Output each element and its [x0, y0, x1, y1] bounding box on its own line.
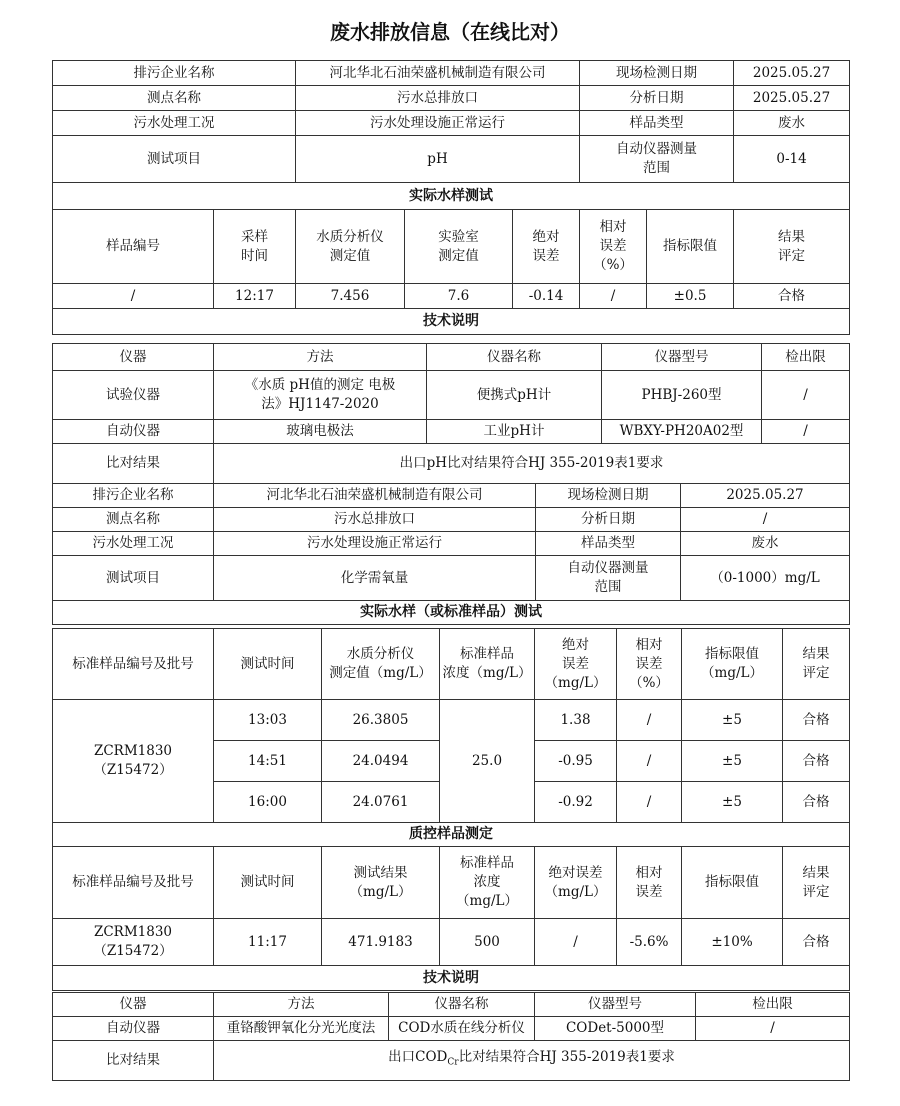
- analysis-date-label: 分析日期: [536, 508, 681, 532]
- cell-rel-error: /: [580, 284, 647, 309]
- table-row: [53, 420, 850, 444]
- cell-abs-error: 1.38: [535, 700, 617, 741]
- company-name: 河北华北石油荣盛机械制造有限公司: [214, 484, 536, 508]
- cell-test-time: 13:03: [214, 700, 322, 741]
- range-value: 0-14: [734, 136, 850, 183]
- table-row: [53, 371, 850, 420]
- qc-cell-abs-error: /: [535, 919, 617, 966]
- tech-col-method: 方法: [214, 993, 389, 1017]
- table-row: [53, 284, 850, 309]
- table-row: [53, 919, 850, 966]
- col-result: 结果 评定: [734, 210, 850, 284]
- sample-type: 废水: [734, 111, 850, 136]
- col-analyzer-value: 水质分析仪 测定值（mg/L）: [322, 629, 440, 700]
- col-test-time: 测试时间: [214, 629, 322, 700]
- qc-header: 质控样品测定: [53, 823, 850, 847]
- qc-col-rel-error: 相对 误差: [617, 847, 682, 919]
- tech-cell-model: CODet-5000型: [535, 1017, 696, 1041]
- cell-test-time: 14:51: [214, 741, 322, 782]
- result-text: [214, 1041, 850, 1081]
- table-row: [53, 1017, 850, 1041]
- result-text-post: 比对结果符合HJ 355-2019表1要求: [458, 1049, 675, 1066]
- cell-analyzer-value: 26.3805: [322, 700, 440, 741]
- point-name: 污水总排放口: [214, 508, 536, 532]
- condition-value: 污水处理设施正常运行: [214, 532, 536, 556]
- tech-cell-detection-limit: /: [696, 1017, 850, 1041]
- analysis-date: 2025.05.27: [734, 86, 850, 111]
- cell-result: 合格: [783, 700, 850, 741]
- qc-col-abs-error: 绝对误差 （mg/L）: [535, 847, 617, 919]
- document-title: 废水排放信息（在线比对）: [330, 20, 570, 44]
- qc-col-result: 结果 评定: [783, 847, 850, 919]
- cell-analyzer-value: 24.0761: [322, 782, 440, 823]
- sample-type-label: 样品类型: [536, 532, 681, 556]
- cell-lab-value: 7.6: [405, 284, 513, 309]
- col-rel-error: 相对 误差 （%）: [617, 629, 682, 700]
- cell-result: 合格: [783, 741, 850, 782]
- col-abs-error: 绝对 误差（mg/L）: [535, 629, 617, 700]
- qc-cell-test-time: 11:17: [214, 919, 322, 966]
- sample-type: 废水: [681, 532, 850, 556]
- col-limit: 指标限值 （mg/L）: [682, 629, 783, 700]
- qc-cell-rel-error: -5.6%: [617, 919, 682, 966]
- site-date-label: 现场检测日期: [580, 61, 734, 86]
- range-label: 自动仪器测量 范围: [536, 556, 681, 601]
- cell-analyzer-value: 7.456: [296, 284, 405, 309]
- result-label: 比对结果: [53, 444, 214, 484]
- analysis-date: /: [681, 508, 850, 532]
- test-item-label: 测试项目: [53, 136, 296, 183]
- sample-type-label: 样品类型: [580, 111, 734, 136]
- tech-cell-name: 便携式pH计: [427, 371, 602, 420]
- point-label: 测点名称: [53, 86, 296, 111]
- tech-col-name: 仪器名称: [389, 993, 535, 1017]
- tech-col-model: 仪器型号: [535, 993, 696, 1017]
- qc-col-limit: 指标限值: [682, 847, 783, 919]
- test-item-label: 测试项目: [53, 556, 214, 601]
- cell-test-time: 16:00: [214, 782, 322, 823]
- point-name: 污水总排放口: [296, 86, 580, 111]
- cell-analyzer-value: 24.0494: [322, 741, 440, 782]
- tech-cell-model: WBXY-PH20A02型: [602, 420, 762, 444]
- qc-col-test-result: 测试结果 （mg/L）: [322, 847, 440, 919]
- col-lab-value: 实验室 测定值: [405, 210, 513, 284]
- col-analyzer-value: 水质分析仪 测定值: [296, 210, 405, 284]
- col-sample-time: 采样 时间: [214, 210, 296, 284]
- col-std-concentration: 标准样品 浓度（mg/L）: [440, 629, 535, 700]
- tech-col-instrument: 仪器: [53, 993, 214, 1017]
- cell-result: 合格: [734, 284, 850, 309]
- tech-col-name: 仪器名称: [427, 344, 602, 371]
- cell-rel-error: /: [617, 741, 682, 782]
- tech-col-instrument: 仪器: [53, 344, 214, 371]
- company-label: 排污企业名称: [53, 484, 214, 508]
- qc-col-std-sample-id: 标准样品编号及批号: [53, 847, 214, 919]
- qc-cell-result: 合格: [783, 919, 850, 966]
- sample-test-header: 实际水样（或标准样品）测试: [53, 601, 850, 625]
- tech-cell-instrument: 自动仪器: [53, 420, 214, 444]
- cell-limit: ±5: [682, 700, 783, 741]
- cell-limit: ±0.5: [647, 284, 734, 309]
- company-label: 排污企业名称: [53, 61, 296, 86]
- tech-cell-model: PHBJ-260型: [602, 371, 762, 420]
- col-limit: 指标限值: [647, 210, 734, 284]
- cell-rel-error: /: [617, 700, 682, 741]
- tech-cell-instrument: 自动仪器: [53, 1017, 214, 1041]
- table-row: [53, 700, 850, 741]
- cell-limit: ±5: [682, 741, 783, 782]
- qc-cell-std-sample-id: ZCRM1830 （Z15472）: [53, 919, 214, 966]
- result-text-pre: 出口COD: [388, 1049, 448, 1066]
- range-value: （0-1000）mg/L: [681, 556, 850, 601]
- tech-cell-name: COD水质在线分析仪: [389, 1017, 535, 1041]
- ph-comparison-table: [52, 60, 850, 335]
- cell-rel-error: /: [617, 782, 682, 823]
- cell-abs-error: -0.95: [535, 741, 617, 782]
- tech-cell-detection-limit: /: [762, 371, 850, 420]
- result-label: 比对结果: [53, 1041, 214, 1081]
- site-date-label: 现场检测日期: [536, 484, 681, 508]
- test-item: pH: [296, 136, 580, 183]
- site-date: 2025.05.27: [681, 484, 850, 508]
- tech-cell-method: 《水质 pH值的测定 电极 法》HJ1147-2020: [214, 371, 427, 420]
- tech-cell-detection-limit: /: [762, 420, 850, 444]
- cell-limit: ±5: [682, 782, 783, 823]
- qc-cell-limit: ±10%: [682, 919, 783, 966]
- result-text: 出口pH比对结果符合HJ 355-2019表1要求: [214, 444, 850, 484]
- tech-col-detection-limit: 检出限: [696, 993, 850, 1017]
- tech-header: 技术说明: [53, 309, 850, 335]
- cell-abs-error: -0.14: [513, 284, 580, 309]
- tech-col-model: 仪器型号: [602, 344, 762, 371]
- company-name: 河北华北石油荣盛机械制造有限公司: [296, 61, 580, 86]
- tech-cell-method: 重铬酸钾氧化分光光度法: [214, 1017, 389, 1041]
- col-std-sample-id: 标准样品编号及批号: [53, 629, 214, 700]
- col-abs-error: 绝对 误差: [513, 210, 580, 284]
- condition-value: 污水处理设施正常运行: [296, 111, 580, 136]
- qc-cell-test-result: 471.9183: [322, 919, 440, 966]
- condition-label: 污水处理工况: [53, 532, 214, 556]
- cell-sample-time: 12:17: [214, 284, 296, 309]
- cod-sample-table: [52, 628, 850, 991]
- test-item: 化学需氧量: [214, 556, 536, 601]
- cell-result: 合格: [783, 782, 850, 823]
- tech-cell-name: 工业pH计: [427, 420, 602, 444]
- cod-info-table: [52, 483, 850, 625]
- cell-std-sample-id: ZCRM1830 （Z15472）: [53, 700, 214, 823]
- site-date: 2025.05.27: [734, 61, 850, 86]
- cell-std-concentration: 25.0: [440, 700, 535, 823]
- result-text-sub: Cr: [447, 1057, 459, 1068]
- qc-col-test-time: 测试时间: [214, 847, 322, 919]
- point-label: 测点名称: [53, 508, 214, 532]
- qc-cell-std-concentration: 500: [440, 919, 535, 966]
- col-result: 结果 评定: [783, 629, 850, 700]
- condition-label: 污水处理工况: [53, 111, 296, 136]
- cell-sample-id: /: [53, 284, 214, 309]
- tech-cell-instrument: 试验仪器: [53, 371, 214, 420]
- qc-col-std-concentration: 标准样品 浓度 （mg/L）: [440, 847, 535, 919]
- cell-abs-error: -0.92: [535, 782, 617, 823]
- tech-cell-method: 玻璃电极法: [214, 420, 427, 444]
- tech-col-detection-limit: 检出限: [762, 344, 850, 371]
- col-rel-error: 相对 误差 （%）: [580, 210, 647, 284]
- range-label: 自动仪器测量 范围: [580, 136, 734, 183]
- cod-tech-table: [52, 992, 850, 1081]
- col-sample-id: 样品编号: [53, 210, 214, 284]
- analysis-date-label: 分析日期: [580, 86, 734, 111]
- sample-test-header: 实际水样测试: [53, 183, 850, 210]
- ph-tech-detail-table: [52, 343, 850, 484]
- tech-header: 技术说明: [53, 966, 850, 991]
- tech-col-method: 方法: [214, 344, 427, 371]
